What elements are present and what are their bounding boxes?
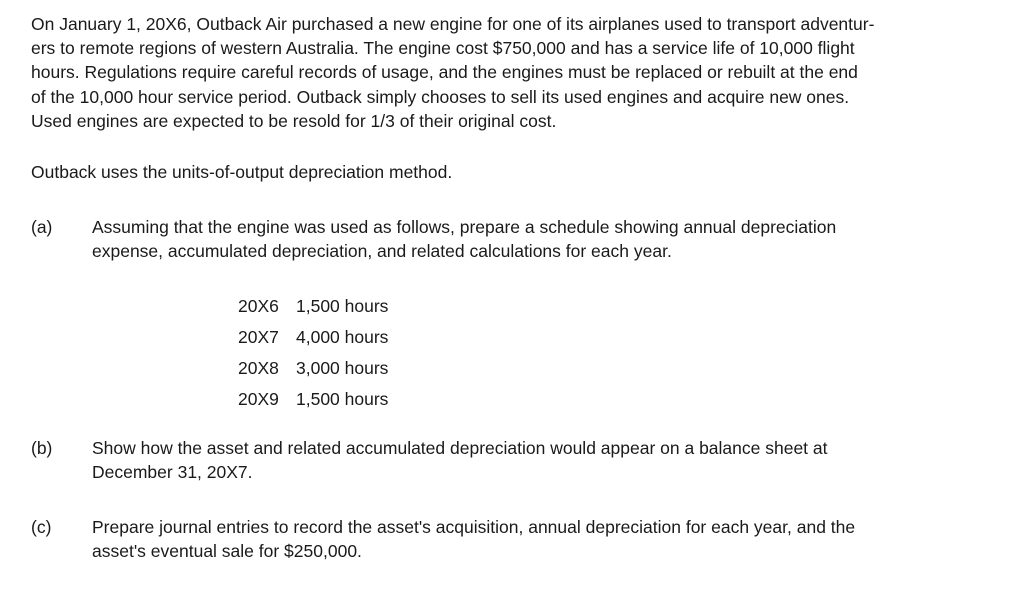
problem-intro [31, 12, 911, 133]
table-row [238, 384, 388, 415]
intro-line: ers to remote regions of western Australia. The engine cost $750,000 and has a service life of 10,000 flight [31, 38, 855, 59]
part-c-line: Prepare journal entries to record the asset's acquisition, annual depreciation for each year, and the [92, 517, 856, 537]
part-b-line: December 31, 20X7. [92, 462, 253, 482]
intro-line: of the 10,000 hour service period. Outback simply chooses to sell its used engines and acquire new ones. [31, 86, 850, 107]
usage-hours: 1,500 hours [296, 389, 389, 409]
table-row [238, 322, 388, 353]
usage-year: 20X9 [238, 389, 279, 409]
usage-table [238, 291, 388, 415]
usage-hours: 4,000 hours [296, 327, 389, 347]
problem-page [31, 12, 911, 561]
usage-year: 20X7 [238, 327, 279, 347]
method-statement: Outback uses the units-of-output depreciation method. [31, 162, 453, 182]
part-a-text [92, 215, 907, 263]
intro-line: Used engines are expected to be resold for 1/3 of their original cost. [31, 110, 557, 131]
part-a-line: expense, accumulated depreciation, and related calculations for each year. [92, 241, 672, 261]
part-c-label: (c) [31, 517, 52, 537]
table-row [238, 291, 388, 322]
part-a-line: Assuming that the engine was used as follows, prepare a schedule showing annual depreciation [92, 217, 837, 237]
usage-hours: 1,500 hours [296, 296, 389, 316]
usage-hours: 3,000 hours [296, 358, 389, 378]
part-c-line: asset's eventual sale for $250,000. [92, 541, 362, 561]
part-b-label: (b) [31, 438, 53, 458]
usage-year: 20X8 [238, 358, 279, 378]
part-a-label: (a) [31, 217, 53, 237]
intro-line: On January 1, 20X6, Outback Air purchased a new engine for one of its airplanes used to transport adventur- [31, 14, 875, 34]
part-c-text [92, 515, 907, 563]
part-b-line: Show how the asset and related accumulated depreciation would appear on a balance sheet at [92, 438, 828, 458]
intro-line: hours. Regulations require careful records of usage, and the engines must be replaced or rebuilt at the end [31, 62, 858, 83]
table-row [238, 353, 388, 384]
part-b-text [92, 436, 907, 484]
usage-year: 20X6 [238, 296, 279, 316]
